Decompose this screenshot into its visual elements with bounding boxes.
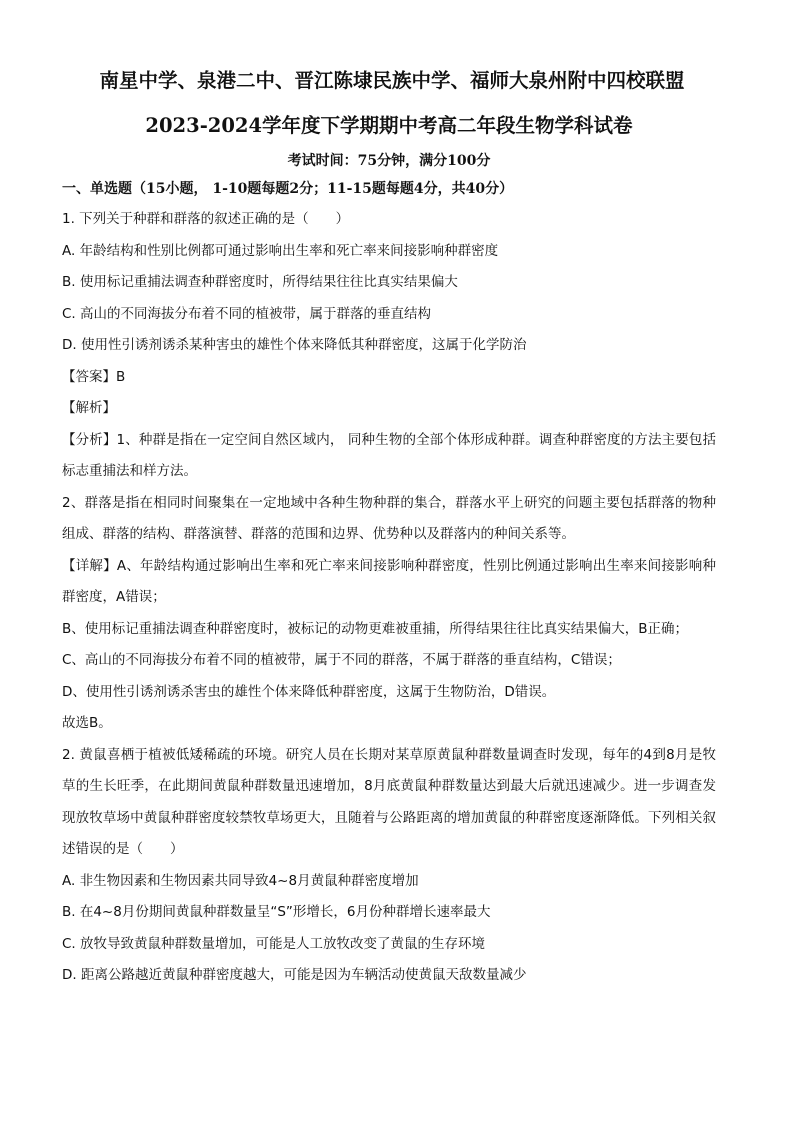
question-1-analysis-1: 【分析】1、种群是指在一定空间自然区域内， 同种生物的全部个体形成种群。调查种群密度的方法主要包括标志重捕法和样方法。 bbox=[62, 431, 716, 479]
question-1-option-d: D. 使用性引诱剂诱杀某种害虫的雄性个体来降低其种群密度，这属于化学防治 bbox=[62, 337, 527, 353]
question-1-detail-b: B、使用标记重捕法调查种群密度时，被标记的动物更难被重捕，所得结果往往比真实结果偏大，B正确； bbox=[62, 620, 689, 637]
question-1-conclusion: 故选B。 bbox=[62, 715, 112, 731]
question-1-analysis-label: 【解析】 bbox=[62, 400, 116, 416]
question-2-option-c: C. 放牧导致黄鼠种群数量增加，可能是人工放牧改变了黄鼠的生存环境 bbox=[62, 935, 486, 952]
question-1-option-a: A. 年龄结构和性别比例都可通过影响出生率和死亡率来间接影响种群密度 bbox=[62, 242, 499, 259]
section-heading-single-choice: 一、单选题（15小题， 1-10题每题2分；11-15题每题4分，共40分） bbox=[62, 181, 514, 197]
question-1-option-b: B. 使用标记重捕法调查种群密度时，所得结果往往比真实结果偏大 bbox=[62, 274, 458, 290]
question-1-detail-c: C、高山的不同海拔分布着不同的植被带，属于不同的群落，不属于群落的垂直结构，C错误； bbox=[62, 652, 621, 668]
school-alliance-title: 南星中学、泉港二中、晋江陈埭民族中学、福师大泉州附中四校联盟 bbox=[99, 69, 685, 92]
question-1-stem: 1. 下列关于种群和群落的叙述正确的是（ ） bbox=[62, 211, 350, 227]
question-1-answer: 【答案】B bbox=[62, 368, 126, 385]
question-2-option-a: A. 非生物因素和生物因素共同导致4~8月黄鼠种群密度增加 bbox=[62, 872, 419, 889]
question-1-detail-a: 【详解】A、年龄结构通过影响出生率和死亡率来间接影响种群密度，性别比例通过影响出生率来间接影响种群密度，A错误； bbox=[62, 557, 716, 605]
question-1-detail-d: D、使用性引诱剂诱杀害虫的雄性个体来降低种群密度，这属于生物防治，D错误。 bbox=[62, 683, 556, 700]
exam-info: 考试时间：75分钟，满分100分 bbox=[287, 153, 491, 169]
question-2-option-d: D. 距离公路越近黄鼠种群密度越大，可能是因为车辆活动使黄鼠天敌数量减少 bbox=[62, 967, 527, 983]
exam-title: 2023-2024学年度下学期期中考高二年段生物学科试卷 bbox=[145, 114, 633, 137]
question-2-option-b: B. 在4~8月份期间黄鼠种群数量呈“S”形增长，6月份种群增长速率最大 bbox=[62, 904, 491, 920]
question-2-stem: 2. 黄鼠喜栖于植被低矮稀疏的环境。研究人员在长期对某草原黄鼠种群数量调查时发现，每年的4到8月是牧草的生长旺季，在此期间黄鼠种群数量迅速增加，8月底黄鼠种群数量达到最大后就迅速减少。进一步调查发现放牧草场中黄鼠种群密度较禁牧草场更大，且随着与公路距离的增加黄鼠的种群密度逐渐降低。下列相关叙述错误的是（ ） bbox=[62, 746, 716, 857]
question-1-option-c: C. 高山的不同海拔分布着不同的植被带，属于群落的垂直结构 bbox=[62, 305, 432, 322]
question-1-analysis-2: 2、群落是指在相同时间聚集在一定地域中各种生物种群的集合，群落水平上研究的问题主要包括群落的物种组成、群落的结构、群落演替、群落的范围和边界、优势种以及群落内的种间关系等。 bbox=[62, 494, 716, 542]
